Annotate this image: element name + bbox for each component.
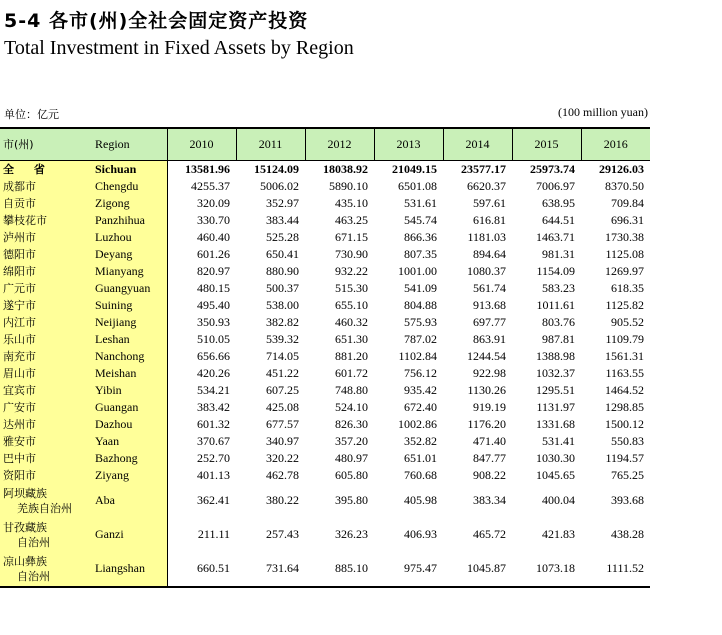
cell-region: Dazhou [92, 416, 167, 433]
cell-value: 393.68 [611, 493, 644, 507]
cell-value: 638.95 [542, 195, 575, 210]
table-row [0, 263, 650, 280]
cell-value: 1109.79 [605, 331, 644, 346]
cell-value: 1030.30 [536, 450, 575, 465]
cell-value: 25973.74 [530, 161, 575, 176]
cell-value: 1181.03 [467, 229, 506, 244]
cell-value: 320.09 [197, 195, 230, 210]
table-row [0, 280, 650, 297]
cell-value: 480.15 [197, 280, 230, 295]
cell-value: 525.28 [266, 229, 299, 244]
cell-region: Guangyuan [92, 280, 167, 297]
cell-value: 1011.61 [536, 297, 575, 312]
cell-city [0, 552, 92, 587]
cell-city [0, 484, 92, 518]
cell-value: 922.98 [473, 365, 506, 380]
table-row [0, 297, 650, 314]
cell-value: 405.98 [404, 493, 437, 507]
header-year: 2010 [167, 128, 236, 160]
cell-value: 395.80 [335, 493, 368, 507]
cell-value: 340.97 [266, 433, 299, 448]
cell-value: 1194.57 [605, 450, 644, 465]
cell-value: 524.10 [335, 399, 368, 414]
cell-city: 自贡市 [0, 195, 92, 212]
unit-label-cn: 单位：亿元 [4, 108, 59, 121]
cell-value: 425.08 [266, 399, 299, 414]
cell-value: 362.41 [197, 493, 230, 507]
cell-region: Luzhou [92, 229, 167, 246]
cell-value: 803.76 [542, 314, 575, 329]
cell-value: 541.09 [404, 280, 437, 295]
cell-region: Deyang [92, 246, 167, 263]
cell-region: Suining [92, 297, 167, 314]
cell-value: 932.22 [335, 263, 368, 278]
header-year: 2013 [374, 128, 443, 160]
cell-value: 257.43 [266, 527, 299, 541]
cell-value: 1045.87 [443, 552, 512, 587]
cell-value: 709.84 [611, 195, 644, 210]
cell-value: 660.51 [167, 552, 236, 587]
cell-city-line1: 凉山彝族 [3, 554, 47, 568]
table-row [0, 348, 650, 365]
cell-city: 巴中市 [0, 450, 92, 467]
cell-value: 894.64 [473, 246, 506, 261]
cell-value: 1154.09 [536, 263, 575, 278]
cell-value: 5890.10 [329, 178, 368, 193]
cell-city: 全 省 [0, 160, 92, 178]
cell-value: 326.23 [335, 527, 368, 541]
cell-value: 330.70 [197, 212, 230, 227]
cell-value: 880.90 [266, 263, 299, 278]
cell-region: Yibin [92, 382, 167, 399]
cell-region: Panzhihua [92, 212, 167, 229]
cell-value: 644.51 [542, 212, 575, 227]
cell-city: 绵阳市 [0, 263, 92, 280]
cell-value: 1463.71 [536, 229, 575, 244]
cell-value: 655.10 [335, 297, 368, 312]
cell-value: 787.02 [404, 331, 437, 346]
header-region: Region [92, 128, 167, 160]
cell-value: 352.82 [404, 433, 437, 448]
cell-city: 乐山市 [0, 331, 92, 348]
cell-value: 1464.52 [605, 382, 644, 397]
cell-value: 601.26 [197, 246, 230, 261]
cell-city: 南充市 [0, 348, 92, 365]
cell-city: 成都市 [0, 178, 92, 195]
cell-value: 1163.55 [605, 365, 644, 380]
cell-value: 18038.92 [323, 161, 368, 176]
table-row [0, 212, 650, 229]
cell-value: 1131.97 [536, 399, 575, 414]
cell-value: 651.30 [335, 331, 368, 346]
table-row [0, 331, 650, 348]
cell-region: Guangan [92, 399, 167, 416]
cell-value: 6620.37 [467, 178, 506, 193]
cell-value: 981.31 [542, 246, 575, 261]
cell-region: Mianyang [92, 263, 167, 280]
cell-value: 383.44 [266, 212, 299, 227]
header-year: 2011 [236, 128, 305, 160]
cell-region: Aba [92, 484, 167, 518]
cell-value: 480.97 [335, 450, 368, 465]
cell-value: 5006.02 [260, 178, 299, 193]
cell-region: Zigong [92, 195, 167, 212]
cell-value: 1269.97 [605, 263, 644, 278]
cell-value: 1244.54 [467, 348, 506, 363]
cell-value: 531.41 [542, 433, 575, 448]
cell-value: 495.40 [197, 297, 230, 312]
cell-value: 545.74 [404, 212, 437, 227]
cell-value: 383.34 [473, 493, 506, 507]
cell-value: 731.64 [236, 552, 305, 587]
cell-value: 905.52 [611, 314, 644, 329]
cell-value: 1080.37 [467, 263, 506, 278]
cell-value: 1111.52 [581, 552, 650, 587]
cell-value: 1331.68 [536, 416, 575, 431]
cell-value: 748.80 [335, 382, 368, 397]
cell-value: 370.67 [197, 433, 230, 448]
cell-value: 1500.12 [605, 416, 644, 431]
cell-value: 919.19 [473, 399, 506, 414]
cell-region: Liangshan [92, 552, 167, 587]
cell-value: 672.40 [404, 399, 437, 414]
cell-value: 357.20 [335, 433, 368, 448]
cell-value: 7006.97 [536, 178, 575, 193]
cell-value: 534.21 [197, 382, 230, 397]
cell-value: 460.32 [335, 314, 368, 329]
cell-region: Leshan [92, 331, 167, 348]
cell-city-line2: 自治州 [17, 569, 50, 583]
header-city: 市(州) [0, 128, 92, 160]
cell-value: 756.12 [404, 365, 437, 380]
cell-value: 4255.37 [191, 178, 230, 193]
cell-value: 863.91 [473, 331, 506, 346]
cell-value: 605.80 [335, 467, 368, 482]
cell-value: 538.00 [266, 297, 299, 312]
table-header-row [0, 128, 650, 160]
cell-region: Meishan [92, 365, 167, 382]
table-body [0, 160, 650, 587]
cell-value: 847.77 [473, 450, 506, 465]
cell-city: 广元市 [0, 280, 92, 297]
cell-value: 23577.17 [461, 161, 506, 176]
table-row [0, 552, 650, 587]
cell-value: 765.25 [611, 467, 644, 482]
cell-value: 531.61 [404, 195, 437, 210]
table-row [0, 178, 650, 195]
cell-value: 463.25 [335, 212, 368, 227]
cell-value: 618.35 [611, 280, 644, 295]
cell-value: 807.35 [404, 246, 437, 261]
cell-city [0, 518, 92, 552]
cell-value: 550.83 [611, 433, 644, 448]
cell-value: 420.26 [197, 365, 230, 380]
table-row [0, 160, 650, 178]
cell-value: 350.93 [197, 314, 230, 329]
cell-value: 866.36 [404, 229, 437, 244]
cell-value: 1045.65 [536, 467, 575, 482]
cell-value: 21049.15 [392, 161, 437, 176]
cell-city-line2: 羌族自治州 [17, 501, 72, 515]
cell-value: 252.70 [197, 450, 230, 465]
cell-value: 714.05 [266, 348, 299, 363]
cell-value: 583.23 [542, 280, 575, 295]
cell-value: 460.40 [197, 229, 230, 244]
cell-value: 13581.96 [185, 161, 230, 176]
cell-city: 达州市 [0, 416, 92, 433]
cell-region: Nanchong [92, 348, 167, 365]
cell-value: 987.81 [542, 331, 575, 346]
cell-value: 913.68 [473, 297, 506, 312]
cell-value: 1001.00 [398, 263, 437, 278]
cell-city: 德阳市 [0, 246, 92, 263]
cell-value: 575.93 [404, 314, 437, 329]
cell-value: 826.30 [335, 416, 368, 431]
cell-value: 435.10 [335, 195, 368, 210]
cell-value: 601.72 [335, 365, 368, 380]
cell-value: 677.57 [266, 416, 299, 431]
cell-region: Bazhong [92, 450, 167, 467]
cell-value: 760.68 [404, 467, 437, 482]
cell-value: 1388.98 [536, 348, 575, 363]
cell-value: 400.04 [542, 493, 575, 507]
cell-region: Sichuan [92, 160, 167, 178]
cell-city: 攀枝花市 [0, 212, 92, 229]
cell-value: 881.20 [335, 348, 368, 363]
cell-city-line1: 阿坝藏族 [3, 486, 47, 500]
cell-value: 650.41 [266, 246, 299, 261]
cell-value: 1102.84 [398, 348, 437, 363]
cell-value: 352.97 [266, 195, 299, 210]
cell-value: 935.42 [404, 382, 437, 397]
cell-value: 561.74 [473, 280, 506, 295]
cell-value: 515.30 [335, 280, 368, 295]
table-row [0, 467, 650, 484]
table-row [0, 450, 650, 467]
cell-value: 380.22 [266, 493, 299, 507]
cell-value: 1032.37 [536, 365, 575, 380]
cell-value: 651.01 [404, 450, 437, 465]
cell-value: 696.31 [611, 212, 644, 227]
cell-value: 730.90 [335, 246, 368, 261]
cell-value: 671.15 [335, 229, 368, 244]
cell-value: 1298.85 [605, 399, 644, 414]
cell-value: 15124.09 [254, 161, 299, 176]
table-row [0, 229, 650, 246]
cell-value: 462.78 [266, 467, 299, 482]
cell-value: 1002.86 [398, 416, 437, 431]
cell-value: 471.40 [473, 433, 506, 448]
cell-city: 内江市 [0, 314, 92, 331]
cell-value: 607.25 [266, 382, 299, 397]
cell-value: 601.32 [197, 416, 230, 431]
table-row [0, 314, 650, 331]
table-row [0, 484, 650, 518]
cell-value: 597.61 [473, 195, 506, 210]
cell-city: 雅安市 [0, 433, 92, 450]
cell-city: 眉山市 [0, 365, 92, 382]
table-row [0, 433, 650, 450]
cell-region: Ganzi [92, 518, 167, 552]
header-year: 2014 [443, 128, 512, 160]
cell-value: 421.83 [542, 527, 575, 541]
cell-value: 6501.08 [398, 178, 437, 193]
cell-value: 697.77 [473, 314, 506, 329]
cell-value: 8370.50 [605, 178, 644, 193]
cell-value: 510.05 [197, 331, 230, 346]
table-row [0, 416, 650, 433]
table-row [0, 518, 650, 552]
cell-region: Chengdu [92, 178, 167, 195]
cell-value: 500.37 [266, 280, 299, 295]
cell-value: 539.32 [266, 331, 299, 346]
header-year: 2015 [512, 128, 581, 160]
table-row [0, 399, 650, 416]
cell-value: 465.72 [473, 527, 506, 541]
table-row [0, 382, 650, 399]
cell-value: 438.28 [611, 527, 644, 541]
cell-value: 616.81 [473, 212, 506, 227]
cell-value: 885.10 [305, 552, 374, 587]
cell-region: Yaan [92, 433, 167, 450]
cell-value: 451.22 [266, 365, 299, 380]
header-year: 2012 [305, 128, 374, 160]
investment-table [0, 127, 650, 588]
cell-value: 29126.03 [599, 161, 644, 176]
cell-region: Neijiang [92, 314, 167, 331]
cell-value: 382.82 [266, 314, 299, 329]
table-row [0, 195, 650, 212]
cell-value: 383.42 [197, 399, 230, 414]
cell-value: 820.97 [197, 263, 230, 278]
page-title-cn: 5-4 各市(州)全社会固定资产投资 [4, 10, 309, 32]
cell-value: 656.66 [197, 348, 230, 363]
cell-value: 401.13 [197, 467, 230, 482]
cell-value: 1295.51 [536, 382, 575, 397]
unit-label-en: (100 million yuan) [558, 105, 648, 119]
cell-value: 1125.08 [605, 246, 644, 261]
table-row [0, 365, 650, 382]
cell-city: 广安市 [0, 399, 92, 416]
page-title-en: Total Investment in Fixed Assets by Region [4, 37, 354, 59]
cell-value: 406.93 [404, 527, 437, 541]
header-year: 2016 [581, 128, 650, 160]
cell-value: 1176.20 [467, 416, 506, 431]
cell-value: 1073.18 [512, 552, 581, 587]
cell-city: 宜宾市 [0, 382, 92, 399]
cell-value: 1130.26 [467, 382, 506, 397]
cell-value: 320.22 [266, 450, 299, 465]
table-row [0, 246, 650, 263]
cell-region: Ziyang [92, 467, 167, 484]
cell-value: 908.22 [473, 467, 506, 482]
cell-value: 975.47 [374, 552, 443, 587]
cell-city-line1: 甘孜藏族 [3, 520, 47, 534]
cell-city: 遂宁市 [0, 297, 92, 314]
cell-value: 211.11 [197, 527, 230, 541]
cell-city-line2: 自治州 [17, 535, 50, 549]
cell-value: 1125.82 [605, 297, 644, 312]
cell-value: 1561.31 [605, 348, 644, 363]
cell-value: 804.88 [404, 297, 437, 312]
cell-value: 1730.38 [605, 229, 644, 244]
cell-city: 泸州市 [0, 229, 92, 246]
cell-city: 资阳市 [0, 467, 92, 484]
